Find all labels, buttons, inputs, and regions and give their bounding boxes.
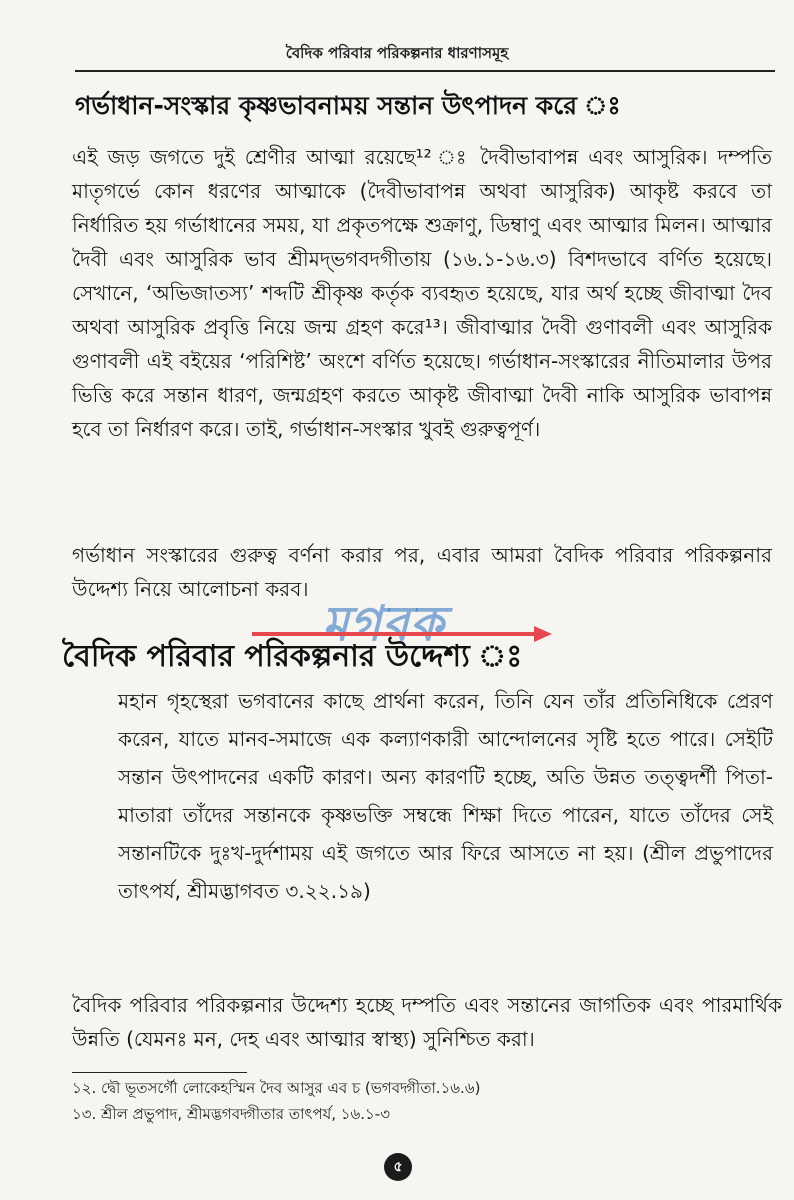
paragraph-purpose: বৈদিক পরিবার পরিকল্পনার উদ্দেশ্য হচ্ছে দম্পতি এবং সন্তানের জাগতিক এবং পারমার্থিক উন্নতি (যেমনঃ মন, দেহ এবং আত্মার স্বাস্থ্য) সুনিশ্চিত করা।: [72, 993, 782, 1051]
watermark-text: মগবক: [322, 596, 445, 652]
section-heading-purpose: বৈদিক পরিবার পরিকল্পনার উদ্দেশ্য ঃ: [62, 639, 523, 674]
block-quote: মহান গৃহস্থেরা ভগবানের কাছে প্রার্থনা করেন, তিনি যেন তাঁর প্রতিনিধিকে প্রেরণ করেন, যাতে মানব-সমাজে এক কল্যাণকারী আন্দোলনের সৃষ্টি হতে পারে। সেইটি সন্তান উৎপাদনের একটি কারণ। অন্য কারণটি হচ্ছে, অতি উন্নত তত্ত্বদর্শী পিতা-মাতারা তাঁদের সন্তানকে কৃষ্ণভক্তি সম্বন্ধে শিক্ষা দিতে পারেন, যাতে তাঁদের সেই সন্তানটিকে দুঃখ-দুর্দশাময় এই জগতে আর ফিরে আসতে না হয়। (শ্রীল প্রভুপাদের তাৎপর্য, শ্রীমদ্ভাগবত ৩.২২.১৯): [118, 689, 773, 903]
footnote-13: ১৩. শ্রীল প্রভুপাদ, শ্রীমদ্ভগবদ্গীতার তাৎপর্য, ১৬.১-৩: [72, 1105, 390, 1123]
section-heading-garbhadhan: গর্ভাধান-সংস্কার কৃষ্ণভাবনাময় সন্তান উৎপাদন করে ঃ: [75, 91, 621, 120]
footnote-rule: [72, 1072, 247, 1073]
header-rule: [75, 70, 775, 72]
page-number: ৫: [384, 1153, 412, 1181]
running-header: বৈদিক পরিবার পরিকল্পনার ধারণাসমূহ: [285, 44, 509, 62]
paragraph-transition: গর্ভাধান সংস্কারের গুরুত্ব বর্ণনা করার পর, এবার আমরা বৈদিক পরিবার পরিকল্পনার উদ্দেশ্য নিয়ে আলোচনা করব।: [72, 543, 772, 601]
paragraph-garbhadhan: এই জড় জগতে দুই শ্রেণীর আত্মা রয়েছে¹² ঃ দৈবীভাবাপন্ন এবং আসুরিক। দম্পতি মাতৃগর্ভে কোন ধরণের আত্মাকে (দৈবীভাবাপন্ন অথবা আসুরিক) আকৃষ্ট করবে তা নির্ধারিত হয় গর্ভাধানের সময়, যা প্রকৃতপক্ষে শুক্রাণু, ডিম্বাণু এবং আত্মার মিলন। আত্মার দৈবী এবং আসুরিক ভাব শ্রীমদ্‌ভগবদগীতায় (১৬.১-১৬.৩) বিশদভাবে বর্ণিত হয়েছে। সেখানে, ‘অভিজাতস্য’ শব্দটি শ্রীকৃষ্ণ কর্তৃক ব্যবহৃত হয়েছে, যার অর্থ হচ্ছে জীবাত্মা দৈব অথবা আসুরিক প্রবৃত্তি নিয়ে জন্ম গ্রহণ করে¹³। জীবাত্মার দৈবী গুণাবলী এবং আসুরিক গুণাবলী এই বইয়ের ‘পরিশিষ্ট’ অংশে বর্ণিত হয়েছে। গর্ভাধান-সংস্কারের নীতিমালার উপর ভিত্তি করে সন্তান ধারণ, জন্মগ্রহণ করতে আকৃষ্ট জীবাত্মা দৈবী নাকি আসুরিক ভাবাপন্ন হবে তা নির্ধারণ করে। তাই, গর্ভাধান-সংস্কার খুবই গুরুত্বপূর্ণ।: [72, 145, 772, 441]
footnote-12: ১২. দ্বৌ ভূতসর্গৌ লোকেহস্মিন দৈব আসুর এব চ (ভগবদ্গীতা.১৬.৬): [72, 1079, 481, 1097]
